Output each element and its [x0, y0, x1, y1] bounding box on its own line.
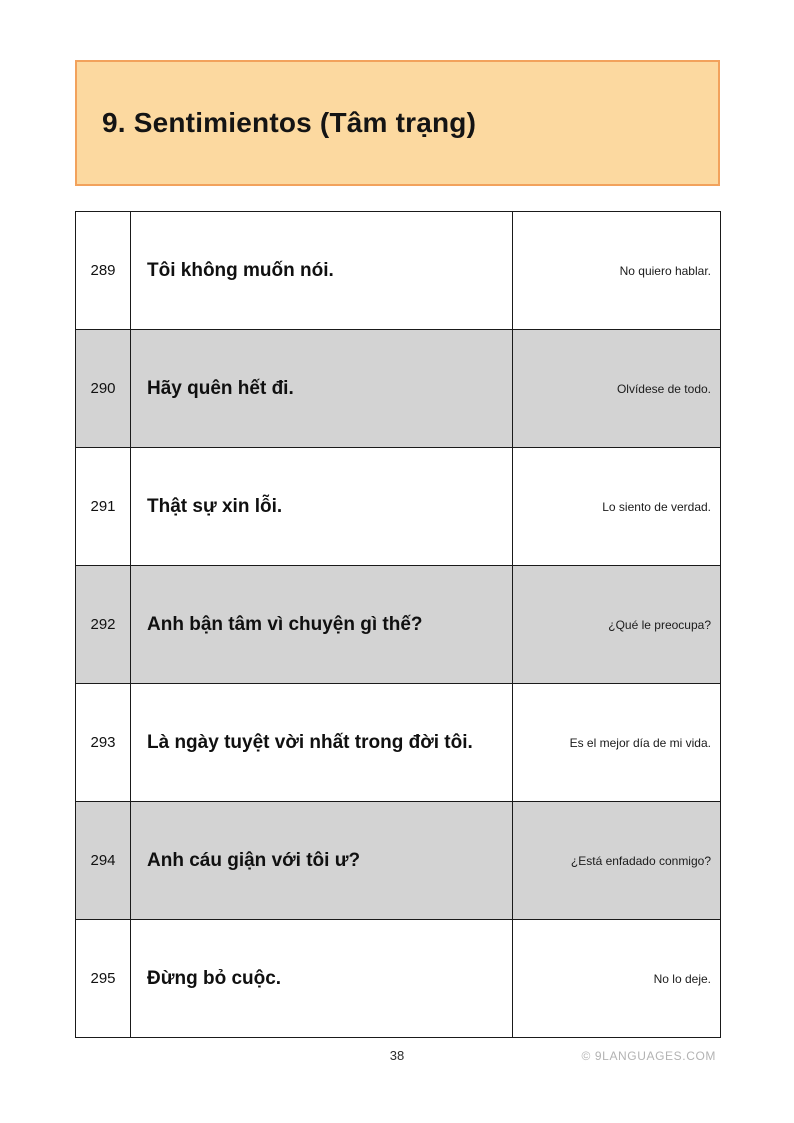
- phrase-table: [75, 211, 721, 1038]
- section-title: 9. Sentimientos (Tâm trạng): [102, 107, 477, 138]
- page-number: 38: [389, 1048, 405, 1063]
- row-number: 290: [76, 330, 131, 448]
- translation-spanish: Es el mejor día de mi vida.: [513, 684, 721, 802]
- table-row: [76, 920, 721, 1038]
- phrase-table-body: [76, 212, 721, 1038]
- row-number: 295: [76, 920, 131, 1038]
- phrase-vietnamese: Đừng bỏ cuộc.: [131, 920, 513, 1038]
- table-row: [76, 330, 721, 448]
- row-number: 289: [76, 212, 131, 330]
- phrase-vietnamese: Anh cáu giận với tôi ư?: [131, 802, 513, 920]
- phrase-vietnamese: Thật sự xin lỗi.: [131, 448, 513, 566]
- phrase-vietnamese: Anh bận tâm vì chuyện gì thế?: [131, 566, 513, 684]
- table-row: [76, 448, 721, 566]
- copyright: © 9LANGUAGES.COM: [581, 1049, 716, 1063]
- translation-spanish: No lo deje.: [513, 920, 721, 1038]
- translation-spanish: No quiero hablar.: [513, 212, 721, 330]
- translation-spanish: ¿Qué le preocupa?: [513, 566, 721, 684]
- phrase-vietnamese: Là ngày tuyệt vời nhất trong đời tôi.: [131, 684, 513, 802]
- table-row: [76, 684, 721, 802]
- phrase-vietnamese: Hãy quên hết đi.: [131, 330, 513, 448]
- section-header: [75, 60, 720, 186]
- translation-spanish: ¿Está enfadado conmigo?: [513, 802, 721, 920]
- table-row: [76, 566, 721, 684]
- page-footer: [0, 1048, 794, 1070]
- row-number: 292: [76, 566, 131, 684]
- row-number: 294: [76, 802, 131, 920]
- translation-spanish: Lo siento de verdad.: [513, 448, 721, 566]
- translation-spanish: Olvídese de todo.: [513, 330, 721, 448]
- row-number: 293: [76, 684, 131, 802]
- phrase-vietnamese: Tôi không muốn nói.: [131, 212, 513, 330]
- row-number: 291: [76, 448, 131, 566]
- table-row: [76, 802, 721, 920]
- table-row: [76, 212, 721, 330]
